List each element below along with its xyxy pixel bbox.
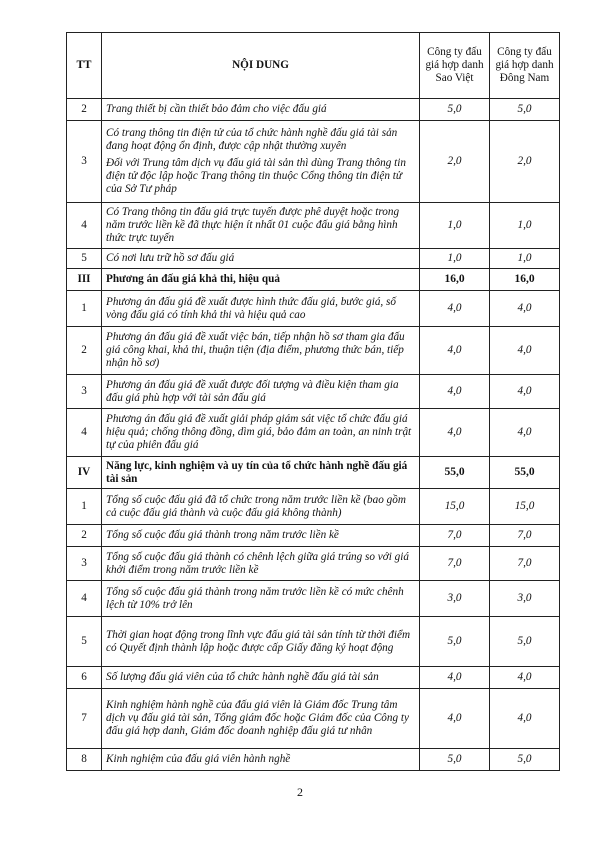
row-value-2: 5,0 — [490, 99, 560, 121]
row-value-2: 4,0 — [490, 689, 560, 749]
section-value-2: 16,0 — [490, 269, 560, 291]
row-text: Phương án đấu giá đề xuất được đối tượng và điều kiện tham gia đấu giá phù hợp với tài sản đấu giá — [102, 375, 420, 409]
row-value-2: 1,0 — [490, 249, 560, 269]
row-value-2: 2,0 — [490, 121, 560, 203]
row-value-2: 4,0 — [490, 375, 560, 409]
row-text: Kinh nghiệm của đấu giá viên hành nghề — [102, 749, 420, 771]
table-row — [67, 689, 560, 749]
row-value-1: 4,0 — [420, 667, 490, 689]
row-value-1: 7,0 — [420, 525, 490, 547]
row-text: Có trang thông tin điện tử của tổ chức hành nghề đấu giá tài sản đang hoạt động ổn định, được cập nhật thường xuyên — [106, 127, 398, 152]
row-tt: 3 — [67, 375, 102, 409]
row-value-2: 3,0 — [490, 581, 560, 617]
row-value-2: 15,0 — [490, 489, 560, 525]
section-tt: III — [67, 269, 102, 291]
table-row — [67, 99, 560, 121]
row-value-2: 4,0 — [490, 667, 560, 689]
row-tt: 5 — [67, 249, 102, 269]
header-tt: TT — [67, 33, 102, 99]
table-row — [67, 121, 560, 203]
row-text: Thời gian hoạt động trong lĩnh vực đấu giá tài sản tính từ thời điểm có Quyết định thành lập hoặc được cấp Giấy đăng ký hoạt động — [102, 617, 420, 667]
row-value-2: 7,0 — [490, 547, 560, 581]
row-value-1: 7,0 — [420, 547, 490, 581]
row-text: Có nơi lưu trữ hồ sơ đấu giá — [102, 249, 420, 269]
row-value-1: 3,0 — [420, 581, 490, 617]
criteria-table — [66, 32, 560, 771]
row-value-1: 2,0 — [420, 121, 490, 203]
section-tt: IV — [67, 457, 102, 489]
row-value-2: 7,0 — [490, 525, 560, 547]
row-text: Phương án đấu giá đề xuất được hình thức đấu giá, bước giá, số vòng đấu giá có tính khả thi và hiệu quả cao — [102, 291, 420, 327]
header-company-sao-viet: Công ty đấu giá hợp danh Sao Việt — [420, 33, 490, 99]
section-row — [67, 269, 560, 291]
table-row — [67, 409, 560, 457]
row-text: Kinh nghiệm hành nghề của đấu giá viên là Giám đốc Trung tâm dịch vụ đấu giá tài sản, Tổng giám đốc hoặc Giám đốc của Công ty đấu giá hợp danh, Giám đốc doanh nghiệp đấu giá tư nhân — [102, 689, 420, 749]
row-text-note: Đối với Trung tâm dịch vụ đấu giá tài sản thì dùng Trang thông tin điện tử độc lập hoặc Trang thông tin thuộc Cổng thông tin điện tử của Sở Tư pháp — [106, 157, 406, 195]
section-value-2: 55,0 — [490, 457, 560, 489]
row-value-2: 4,0 — [490, 327, 560, 375]
row-value-1: 5,0 — [420, 617, 490, 667]
row-value-1: 4,0 — [420, 409, 490, 457]
row-value-1: 4,0 — [420, 327, 490, 375]
row-text: Số lượng đấu giá viên của tổ chức hành nghề đấu giá tài sản — [102, 667, 420, 689]
row-tt: 2 — [67, 327, 102, 375]
row-text: Phương án đấu giá đề xuất việc bán, tiếp nhận hồ sơ tham gia đấu giá công khai, khả thi, thuận tiện (địa điểm, phương thức bán, tiếp nhận hồ sơ) — [102, 327, 420, 375]
row-text: Tổng số cuộc đấu giá đã tổ chức trong năm trước liền kề (bao gồm cả cuộc đấu giá thành và cuộc đấu giá không thành) — [102, 489, 420, 525]
row-value-2: 4,0 — [490, 291, 560, 327]
row-value-1: 4,0 — [420, 689, 490, 749]
row-tt: 4 — [67, 581, 102, 617]
table-row — [67, 667, 560, 689]
row-tt: 7 — [67, 689, 102, 749]
row-value-2: 1,0 — [490, 203, 560, 249]
section-value-1: 16,0 — [420, 269, 490, 291]
row-tt: 6 — [67, 667, 102, 689]
row-tt: 3 — [67, 121, 102, 203]
row-text: Có Trang thông tin đấu giá trực tuyến được phê duyệt hoặc trong năm trước liền kề đã thực hiện ít nhất 01 cuộc đấu giá bằng hình thức trực tuyến — [102, 203, 420, 249]
row-value-1: 1,0 — [420, 249, 490, 269]
section-value-1: 55,0 — [420, 457, 490, 489]
section-title: Phương án đấu giá khả thi, hiệu quả — [102, 269, 420, 291]
row-tt: 5 — [67, 617, 102, 667]
table-row — [67, 749, 560, 771]
row-text: Tổng số cuộc đấu giá thành có chênh lệch giữa giá trúng so với giá khởi điểm trong năm trước liền kề — [102, 547, 420, 581]
table-header-row — [67, 33, 560, 99]
row-tt: 2 — [67, 525, 102, 547]
table-row — [67, 489, 560, 525]
table-row — [67, 291, 560, 327]
row-value-1: 1,0 — [420, 203, 490, 249]
row-text: Tổng số cuộc đấu giá thành trong năm trước liền kề — [102, 525, 420, 547]
row-tt: 1 — [67, 291, 102, 327]
table-row — [67, 525, 560, 547]
row-tt: 4 — [67, 203, 102, 249]
row-text-cell — [102, 121, 420, 203]
row-tt: 8 — [67, 749, 102, 771]
table-row — [67, 581, 560, 617]
table-row — [67, 617, 560, 667]
row-text: Trang thiết bị cần thiết bảo đảm cho việc đấu giá — [102, 99, 420, 121]
table-row — [67, 375, 560, 409]
table-row — [67, 249, 560, 269]
table-row — [67, 327, 560, 375]
row-value-1: 4,0 — [420, 375, 490, 409]
section-row — [67, 457, 560, 489]
row-tt: 2 — [67, 99, 102, 121]
row-value-1: 5,0 — [420, 99, 490, 121]
row-tt: 4 — [67, 409, 102, 457]
table-row — [67, 547, 560, 581]
row-text: Phương án đấu giá đề xuất giải pháp giám sát việc tổ chức đấu giá hiệu quả; chống thông đồng, dìm giá, bảo đảm an toàn, an ninh trật tự của phiên đấu giá — [102, 409, 420, 457]
header-content: NỘI DUNG — [102, 33, 420, 99]
row-value-2: 5,0 — [490, 749, 560, 771]
row-value-1: 4,0 — [420, 291, 490, 327]
page-number: 2 — [297, 785, 303, 799]
row-tt: 3 — [67, 547, 102, 581]
row-value-2: 5,0 — [490, 617, 560, 667]
row-value-1: 15,0 — [420, 489, 490, 525]
row-value-2: 4,0 — [490, 409, 560, 457]
row-text: Tổng số cuộc đấu giá thành trong năm trước liền kề có mức chênh lệch từ 10% trở lên — [102, 581, 420, 617]
section-title: Năng lực, kinh nghiệm và uy tín của tổ chức hành nghề đấu giá tài sản — [102, 457, 420, 489]
header-company-dong-nam: Công ty đấu giá hợp danh Đông Nam — [490, 33, 560, 99]
row-tt: 1 — [67, 489, 102, 525]
table-row — [67, 203, 560, 249]
row-value-1: 5,0 — [420, 749, 490, 771]
